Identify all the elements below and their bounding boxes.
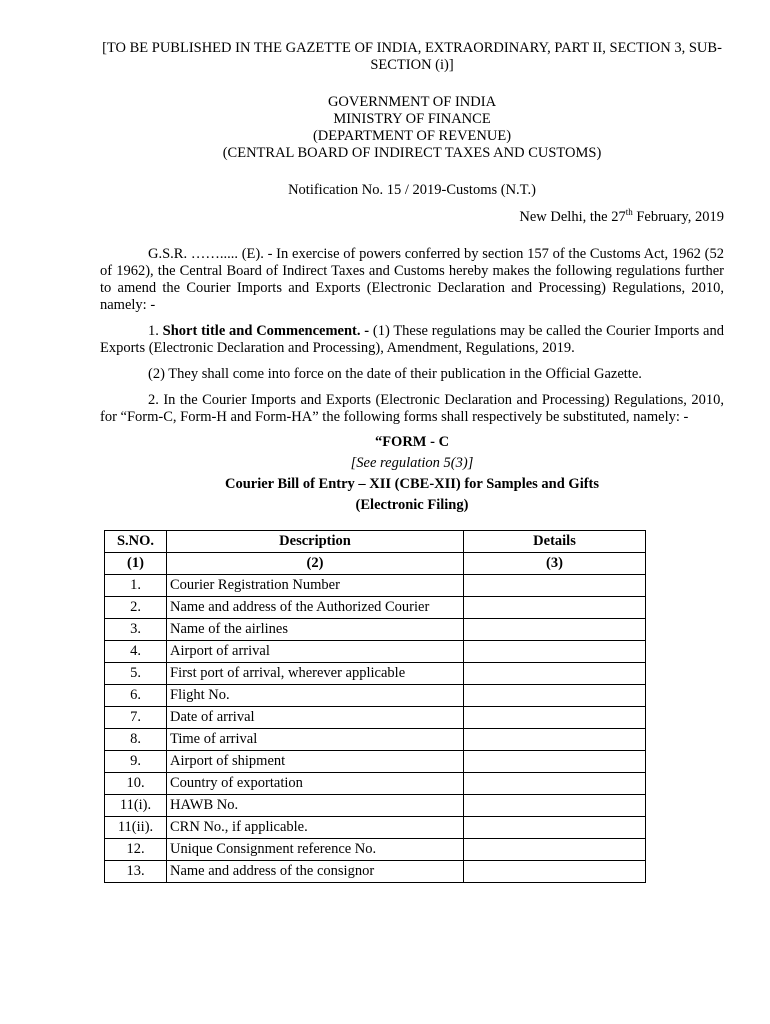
- row-description: Flight No.: [167, 685, 464, 707]
- row-details: [464, 707, 646, 729]
- row-sno: 1.: [105, 575, 167, 597]
- row-sno: 12.: [105, 839, 167, 861]
- row-description: Name and address of the Authorized Courier: [167, 597, 464, 619]
- row-details: [464, 861, 646, 883]
- row-sno: 10.: [105, 773, 167, 795]
- header-description: Description: [167, 531, 464, 553]
- place-date: [100, 209, 724, 226]
- row-details: [464, 597, 646, 619]
- form-table: [104, 530, 646, 883]
- form-reference: [See regulation 5(3)]: [350, 455, 474, 471]
- place-date-prefix: New Delhi, the 27: [519, 209, 626, 225]
- board-name: (CENTRAL BOARD OF INDIRECT TAXES AND CUSTOMS): [222, 145, 602, 161]
- row-sno: 11(i).: [105, 795, 167, 817]
- row-sno: 6.: [105, 685, 167, 707]
- row-sno: 2.: [105, 597, 167, 619]
- paragraph-1-heading: Short title and Commencement. -: [162, 323, 370, 339]
- table-body: [105, 575, 646, 883]
- table-row: [105, 685, 646, 707]
- paragraph-1: [100, 323, 724, 357]
- table-row: [105, 751, 646, 773]
- col-number-3: (3): [464, 553, 646, 575]
- row-sno: 4.: [105, 641, 167, 663]
- paragraph-1-sub-2: (2) They shall come into force on the date of their publication in the Official Gazette.: [148, 366, 642, 382]
- row-sno: 13.: [105, 861, 167, 883]
- paragraph-1-number: 1.: [148, 323, 163, 339]
- notification-number: Notification No. 15 / 2019-Customs (N.T.): [288, 182, 536, 198]
- row-description: Name and address of the consignor: [167, 861, 464, 883]
- table-row: [105, 707, 646, 729]
- row-details: [464, 751, 646, 773]
- table-column-number-row: [105, 553, 646, 575]
- table-row: [105, 729, 646, 751]
- table-row: [105, 597, 646, 619]
- document-page: [100, 40, 724, 883]
- row-description: HAWB No.: [167, 795, 464, 817]
- paragraph-1-text: (1) These regulations may be called the Courier Imports and Exports (Electronic Declaration and Processing), Amendment, Regulations, 2019.: [100, 323, 724, 356]
- form-filing: (Electronic Filing): [355, 497, 469, 513]
- row-description: Courier Registration Number: [167, 575, 464, 597]
- table-row: [105, 795, 646, 817]
- form-title: “FORM - C: [374, 434, 450, 450]
- table-row: [105, 619, 646, 641]
- paragraph-2: 2. In the Courier Imports and Exports (Electronic Declaration and Processing) Regulations, 2010, for “Form-C, Form-H and Form-HA” the following forms shall respectively be substituted, namely: -: [100, 392, 724, 425]
- header-sno: S.NO.: [105, 531, 167, 553]
- table-row: [105, 817, 646, 839]
- row-sno: 11(ii).: [105, 817, 167, 839]
- government-name: GOVERNMENT OF INDIA: [327, 94, 497, 110]
- row-sno: 3.: [105, 619, 167, 641]
- row-sno: 7.: [105, 707, 167, 729]
- place-date-suffix: February, 2019: [632, 209, 724, 225]
- row-details: [464, 839, 646, 861]
- table-header-row: [105, 531, 646, 553]
- form-subtitle: Courier Bill of Entry – XII (CBE-XII) for Samples and Gifts: [224, 476, 600, 492]
- col-number-1: (1): [105, 553, 167, 575]
- row-description: Date of arrival: [167, 707, 464, 729]
- row-details: [464, 663, 646, 685]
- row-sno: 9.: [105, 751, 167, 773]
- row-details: [464, 685, 646, 707]
- table-row: [105, 773, 646, 795]
- ministry-name: MINISTRY OF FINANCE: [333, 111, 491, 127]
- row-details: [464, 817, 646, 839]
- row-description: CRN No., if applicable.: [167, 817, 464, 839]
- table-row: [105, 575, 646, 597]
- table-row: [105, 839, 646, 861]
- table-row: [105, 861, 646, 883]
- preamble-paragraph: G.S.R. ……..... (E). - In exercise of powers conferred by section 157 of the Customs Act, 1962 (52 of 1962), the Central Board of Indirect Taxes and Customs hereby makes the following regulations further to amend the Courier Imports and Exports (Electronic Declaration and Processing) Regulations, 2010, namely: -: [100, 246, 724, 313]
- header-details: Details: [464, 531, 646, 553]
- table-row: [105, 663, 646, 685]
- row-description: Airport of shipment: [167, 751, 464, 773]
- row-details: [464, 641, 646, 663]
- row-sno: 8.: [105, 729, 167, 751]
- row-details: [464, 729, 646, 751]
- row-description: Airport of arrival: [167, 641, 464, 663]
- row-description: First port of arrival, wherever applicable: [167, 663, 464, 685]
- place-date-sup: th: [625, 207, 633, 218]
- government-heading: [100, 94, 724, 162]
- row-details: [464, 795, 646, 817]
- gazette-line: [TO BE PUBLISHED IN THE GAZETTE OF INDIA, EXTRAORDINARY, PART II, SECTION 3, SUB-SECTION (i)]: [102, 40, 722, 73]
- department-name: (DEPARTMENT OF REVENUE): [312, 128, 512, 144]
- row-details: [464, 773, 646, 795]
- row-description: Country of exportation: [167, 773, 464, 795]
- row-details: [464, 619, 646, 641]
- col-number-2: (2): [167, 553, 464, 575]
- row-description: Name of the airlines: [167, 619, 464, 641]
- row-description: Time of arrival: [167, 729, 464, 751]
- row-details: [464, 575, 646, 597]
- row-sno: 5.: [105, 663, 167, 685]
- table-row: [105, 641, 646, 663]
- row-description: Unique Consignment reference No.: [167, 839, 464, 861]
